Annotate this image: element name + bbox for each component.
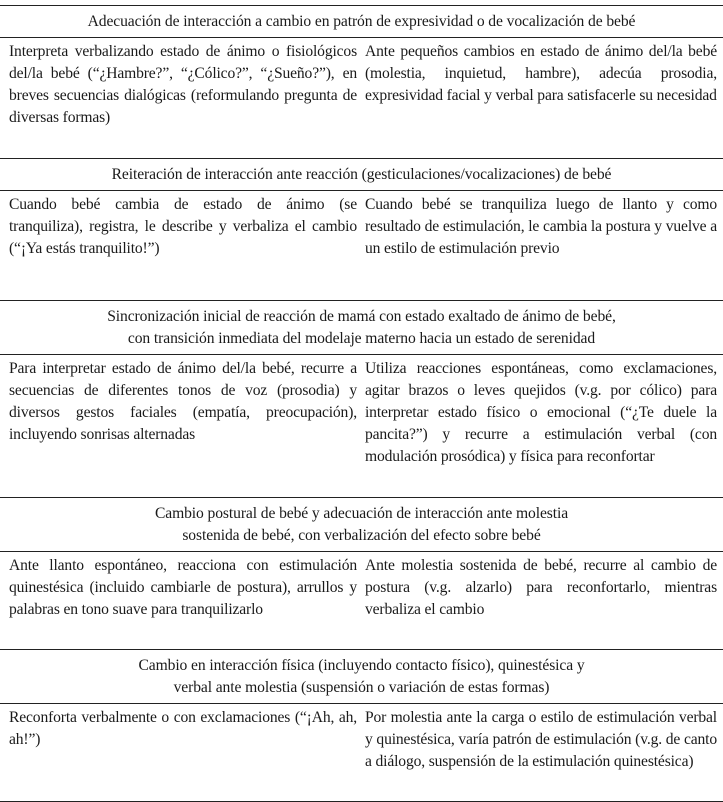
table-row	[0, 355, 723, 498]
table-cell-left: Cuando bebé cambia de estado de ánimo (se tranquiliza), registra, le describe y verbaliza el cambio (“¡Ya estás tranquilito!”)	[9, 196, 357, 257]
table-cell-left: Para interpretar estado de ánimo del/la bebé, recurre a secuencias de diferentes tonos de voz (prosodia) y diversos gestos faciales (empatía, preocupación), incluyendo sonrisas alternadas	[9, 360, 357, 443]
table-cell-left: Reconforta verbalmente o con exclamaciones (“¡Ah, ah, ah!”)	[9, 709, 357, 748]
table-section	[0, 159, 723, 301]
table-section	[0, 301, 723, 498]
section-header-line: Cambio postural de bebé y adecuación de interacción ante molestia	[154, 505, 569, 522]
section-header-line: con transición inmediata del modelaje materno hacia un estado de serenidad	[127, 330, 596, 347]
table-cell-right: Utiliza reacciones espontáneas, como exclamaciones, agitar brazos o leves quejidos (v.g. por cólico) para interpretar estado físico o emocional (“¿Te duele la pancita?”) y recurre a estimulación verbal (con modulación prosódica) y física para reconfortar	[365, 360, 717, 465]
section-header	[0, 301, 723, 355]
table-cell-right: Ante molestia sostenida de bebé, recurre al cambio de postura (v.g. alzarlo) para reconfortarlo, mientras verbaliza el cambio	[365, 557, 717, 618]
table-row	[0, 191, 723, 301]
table-row	[0, 38, 723, 159]
section-header-text: Adecuación de interacción a cambio en patrón de expresividad o de vocalización de bebé	[87, 13, 636, 30]
table-section	[0, 498, 723, 650]
table-row	[0, 552, 723, 650]
section-header-line: Cambio en interacción física (incluyendo contacto físico), quinestésica y	[138, 657, 585, 674]
table-cell-right: Ante pequeños cambios en estado de ánimo del/la bebé (molestia, inquietud, hambre), adecúa prosodia, expresividad facial y verbal para satisfacerle su necesidad	[365, 43, 717, 104]
table-cell-right: Cuando bebé se tranquiliza luego de llanto y como resultado de estimulación, le cambia la postura y vuelve a un estilo de estimulación previo	[365, 196, 717, 257]
section-header	[0, 6, 723, 38]
section-header	[0, 498, 723, 552]
section-header-line: Sincronización inicial de reacción de mamá con estado exaltado de ánimo de bebé,	[107, 308, 616, 325]
section-header	[0, 650, 723, 704]
section-header-text: Reiteración de interacción ante reacción (gesticulaciones/vocalizaciones) de bebé	[111, 166, 612, 183]
table-cell-right: Por molestia ante la carga o estilo de estimulación verbal y quinestésica, varía patrón de estimulación (v.g. de canto a diálogo, suspensión de la estimulación quinestésica)	[365, 709, 717, 770]
table-cell-left: Ante llanto espontáneo, reacciona con estimulación quinestésica (incluido cambiarle de postura), arrullos y palabras en tono suave para tranquilizarlo	[9, 557, 357, 618]
table-section	[0, 650, 723, 802]
table-section	[0, 6, 723, 159]
section-header-line: sostenida de bebé, con verbalización del efecto sobre bebé	[182, 527, 541, 544]
table-cell-left: Interpreta verbalizando estado de ánimo o fisiológicos del/la bebé (“¿Hambre?”, “¿Cólico?”, “¿Sueño?”), en breves secuencias dialógicas (reformulando pregunta de diversas formas)	[9, 43, 357, 126]
section-header	[0, 159, 723, 191]
behavior-category-table	[0, 5, 723, 802]
section-header-line: verbal ante molestia (suspensión o variación de estas formas)	[173, 679, 550, 696]
table-row	[0, 704, 723, 802]
